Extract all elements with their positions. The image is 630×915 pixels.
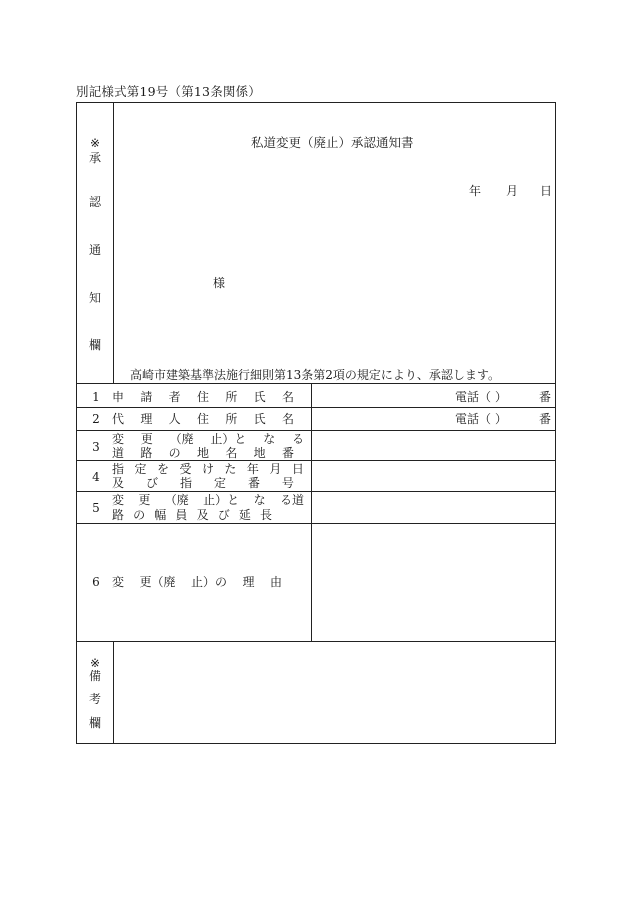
approval-column-char: 通 — [88, 243, 101, 257]
row-number: 2 — [92, 412, 100, 426]
remarks-column-char: 備 — [88, 669, 101, 683]
addressee-honorific: 様 — [213, 276, 226, 290]
date-day-label: 日 — [540, 184, 553, 198]
row-label-designation-date: 指 定 を 受 け た 年 月 日 — [112, 462, 304, 476]
remarks-column-divider — [113, 641, 114, 744]
row-label-reason: 変 更（廃 止）の 理 由 — [112, 575, 282, 589]
label-value-divider — [311, 383, 312, 641]
document-title: 私道変更（廃止）承認通知書 — [251, 135, 414, 150]
approval-column-char: 知 — [88, 291, 101, 305]
phone-label: 電話（ — [455, 390, 492, 404]
form-reference: 別記様式第19号（第13条関係） — [76, 84, 262, 99]
remarks-column-char: 考 — [88, 692, 101, 706]
date-month-label: 月 — [506, 184, 519, 198]
row-number: 6 — [92, 575, 100, 589]
row-divider — [76, 430, 556, 431]
row-number: 1 — [92, 390, 100, 404]
approval-section-bottom-border — [76, 383, 556, 384]
row-label-road-location-line1: 変 更 （廃 止）と な る — [112, 432, 304, 446]
phone-label: 電話（ — [455, 412, 492, 426]
row-divider — [76, 523, 556, 524]
row-divider — [76, 491, 556, 492]
row-label-road-width-line1: 変 更 （廃 止）と な る道 — [112, 493, 304, 507]
row-label-road-location-line2: 道 路 の 地 名 地 番 — [112, 446, 294, 460]
row-number: 3 — [92, 440, 100, 454]
remarks-section-top-border — [76, 641, 556, 642]
approval-column-char: 承 — [88, 151, 101, 165]
row-label-agent: 代 理 人 住 所 氏 名 — [112, 412, 294, 426]
phone-close: ） — [495, 390, 508, 404]
approval-mark: ※ — [89, 136, 101, 150]
row-label-road-width-line2: 路 の 幅 員 及 び 延 長 — [112, 508, 272, 522]
phone-close: ） — [495, 412, 508, 426]
approval-column-divider — [113, 102, 114, 383]
row-divider — [76, 407, 556, 408]
approval-statement: 高崎市建築基準法施行細則第13条第2項の規定により、承認します。 — [130, 368, 500, 382]
row-number: 4 — [92, 470, 100, 484]
approval-column-char: 欄 — [88, 338, 101, 352]
row-label-designation-number: 及 び 指 定 番 号 — [112, 476, 294, 490]
phone-suffix: 番 — [539, 390, 552, 404]
phone-suffix: 番 — [539, 412, 552, 426]
remarks-column-char: 欄 — [88, 716, 101, 730]
row-number: 5 — [92, 501, 100, 515]
date-year-label: 年 — [469, 184, 482, 198]
row-divider — [76, 460, 556, 461]
approval-column-char: 認 — [88, 195, 101, 209]
row-label-applicant: 申 請 者 住 所 氏 名 — [112, 390, 294, 404]
remarks-mark: ※ — [89, 656, 101, 670]
